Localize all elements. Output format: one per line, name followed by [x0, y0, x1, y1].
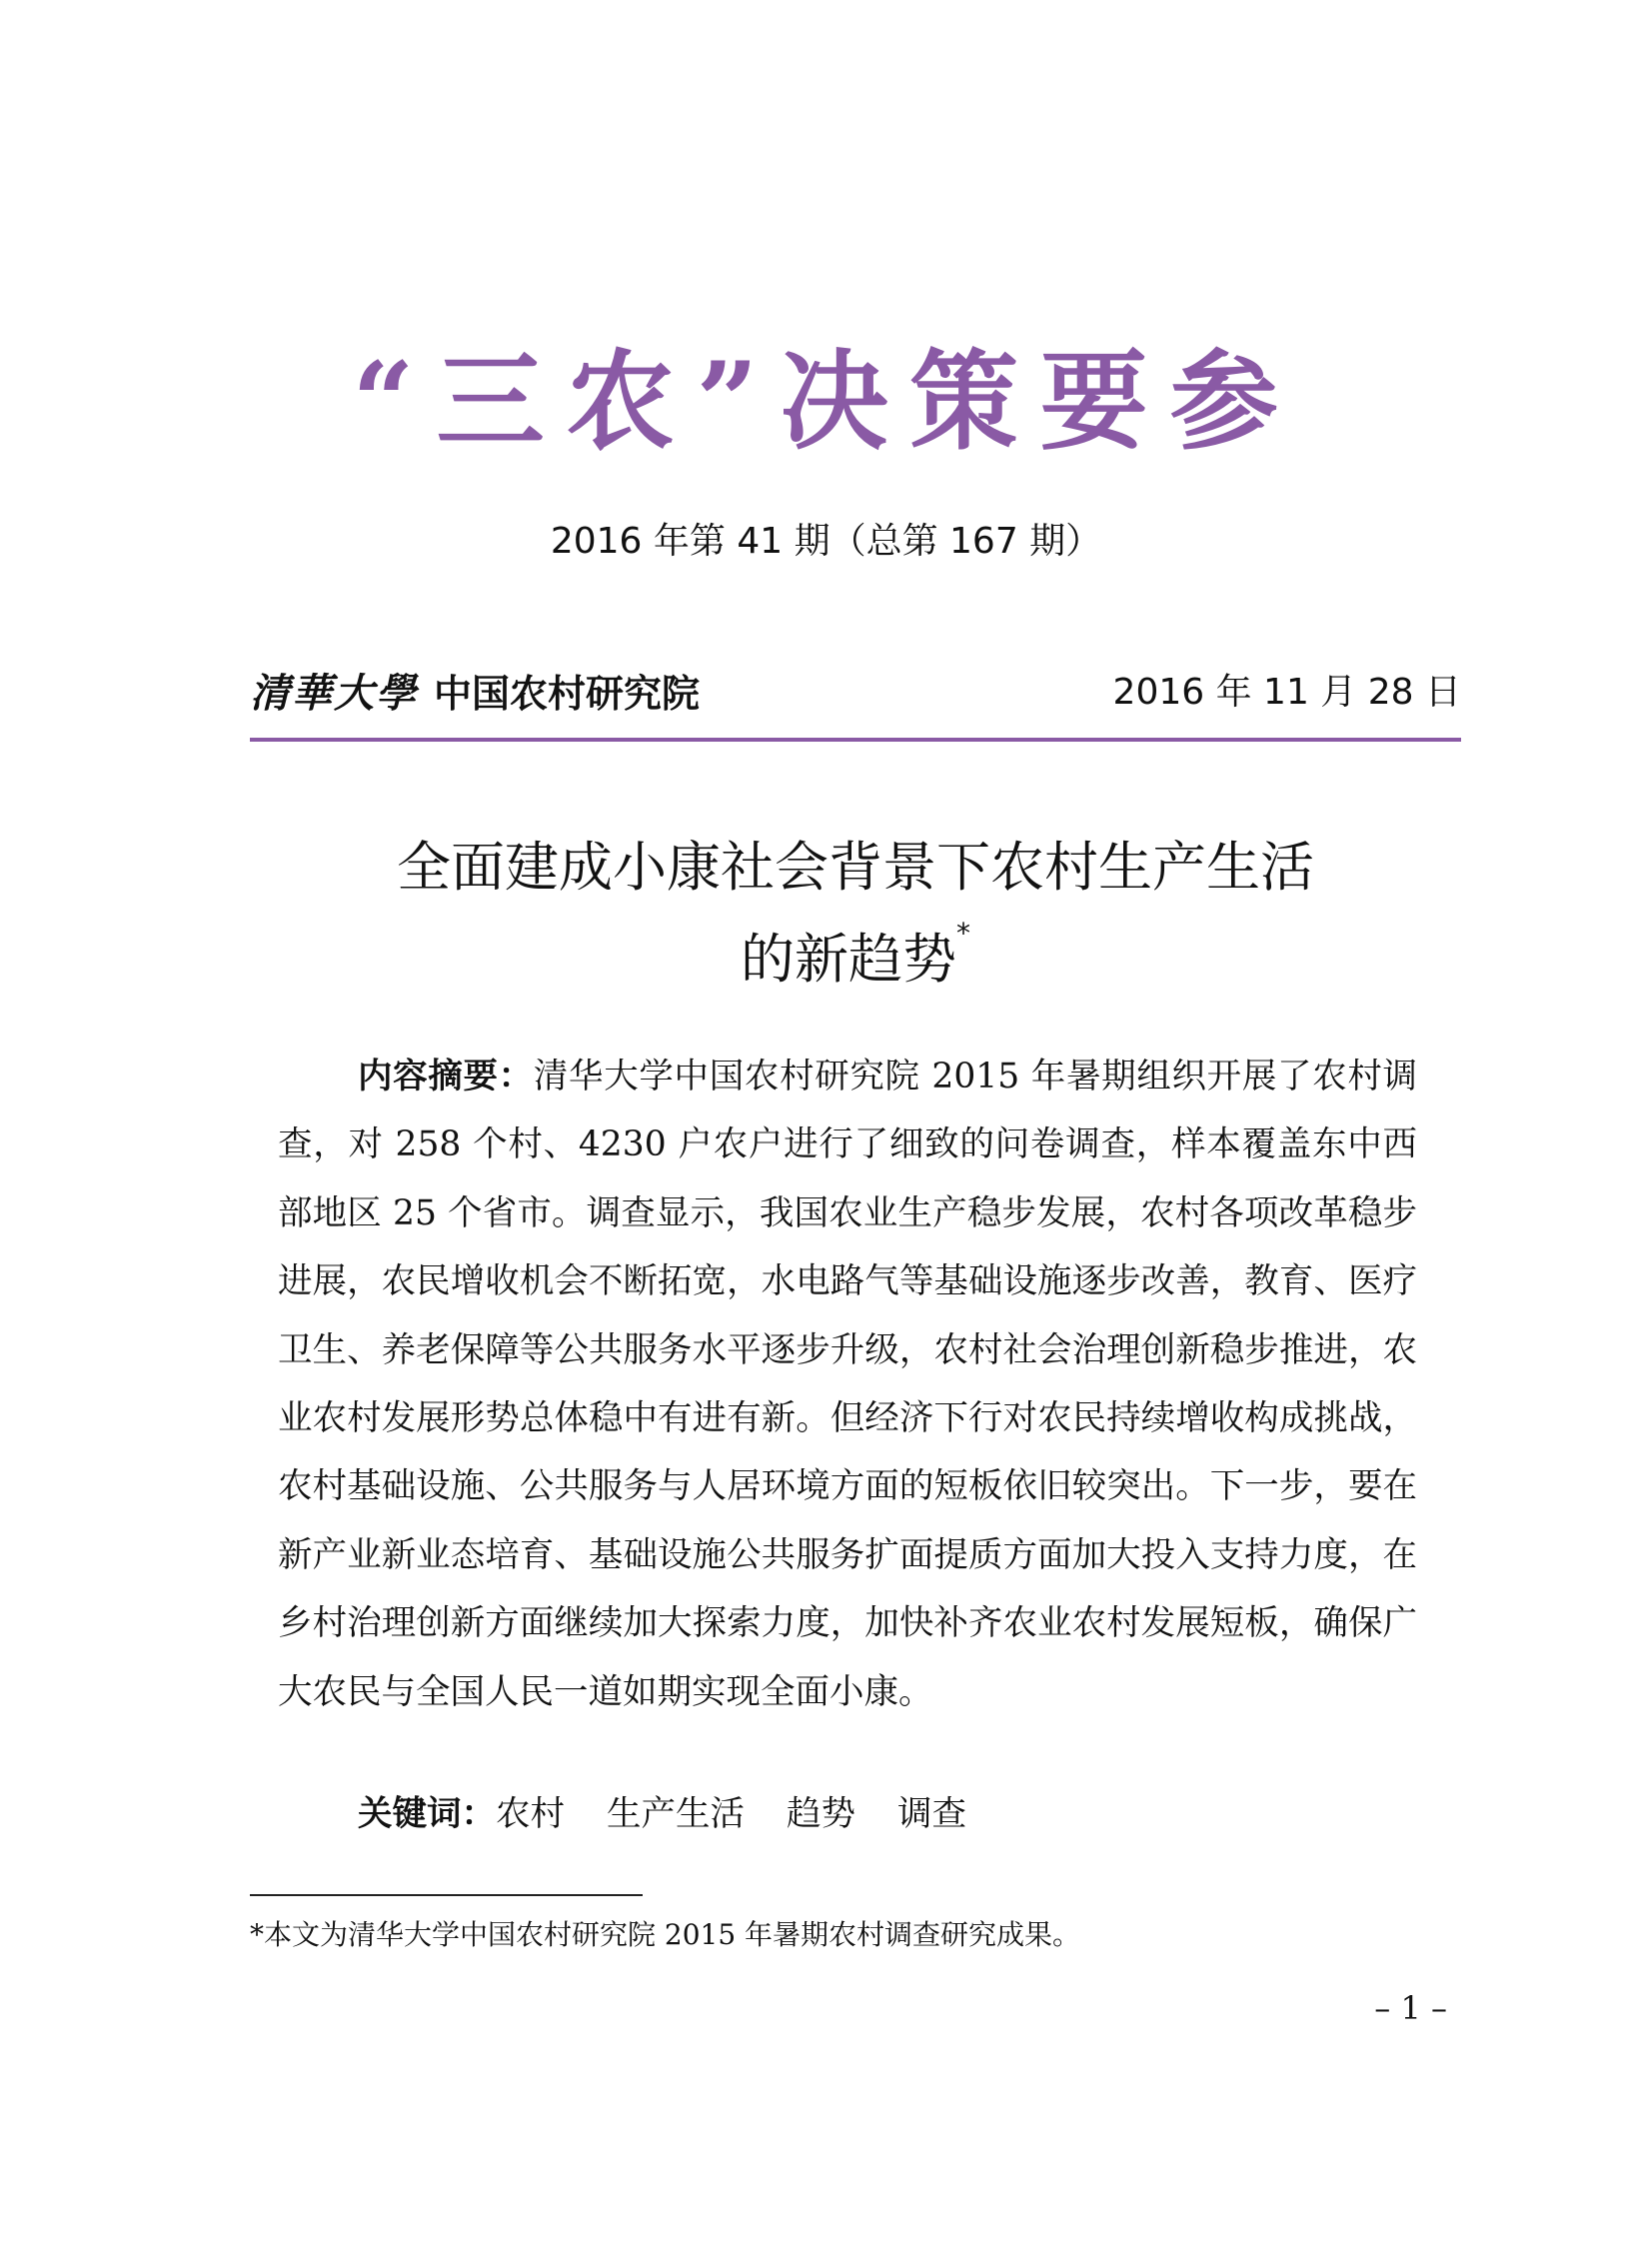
keyword: 调查	[897, 1794, 966, 1834]
header-row	[250, 662, 1461, 717]
footnote-divider	[250, 1894, 643, 1896]
abstract-text: 清华大学中国农村研究院 2015 年暑期组织开展了农村调查，对 258 个村、4230 户农户进行了细致的问卷调查，样本覆盖东中西部地区 25 个省市。调查显示，我国农业生产稳步发展，农村各项改革稳步进展，农民增收机会不断拓宽，水电路气等基础设施逐步改善，教育、医疗卫生、养老保障等公共服务水平逐步升级，农村社会治理创新稳步推进，农业农村发展形势总体稳中有进有新。但经济下行对农民持续增收构成挑战，农村基础设施、公共服务与人居环境方面的短板依旧较突出。下一步，要在新产业新业态培育、基础设施公共服务扩面提质方面加大投入支持力度，在乡村治理创新方面继续加大探索力度，加快补齐农业农村发展短板，确保广大农民与全国人民一道如期实现全面小康。	[278, 1057, 1418, 1712]
keywords-label: 关键词：	[358, 1794, 496, 1834]
article-title-line-2-text: 的新趋势	[741, 928, 956, 991]
abstract-label: 内容摘要：	[358, 1057, 534, 1097]
page-number: – 1 –	[1374, 1989, 1447, 2027]
footnote-marker: *	[956, 917, 970, 950]
article-title-line-1: 全面建成小康社会背景下农村生产生活	[397, 836, 1314, 899]
organization	[250, 662, 700, 719]
abstract	[278, 1043, 1417, 1726]
issue-number: 2016 年第 41 期（总第 167 期）	[550, 521, 1102, 562]
keywords	[358, 1794, 1008, 1834]
footnote: *本文为清华大学中国农村研究院 2015 年暑期农村调查研究成果。	[250, 1918, 1081, 1951]
article-title-line-2	[250, 914, 1461, 1006]
keyword: 农村	[496, 1794, 565, 1834]
keyword: 生产生活	[607, 1794, 745, 1834]
university-logo: 清華大學	[250, 670, 418, 717]
publication-date: 2016 年 11 月 28 日	[1112, 672, 1461, 713]
masthead-title: “三农”决策要参	[352, 339, 1300, 465]
article-title	[250, 822, 1461, 1006]
header-divider	[250, 738, 1461, 742]
institute-name: 中国农村研究院	[434, 671, 701, 716]
keyword: 趋势	[787, 1794, 855, 1834]
